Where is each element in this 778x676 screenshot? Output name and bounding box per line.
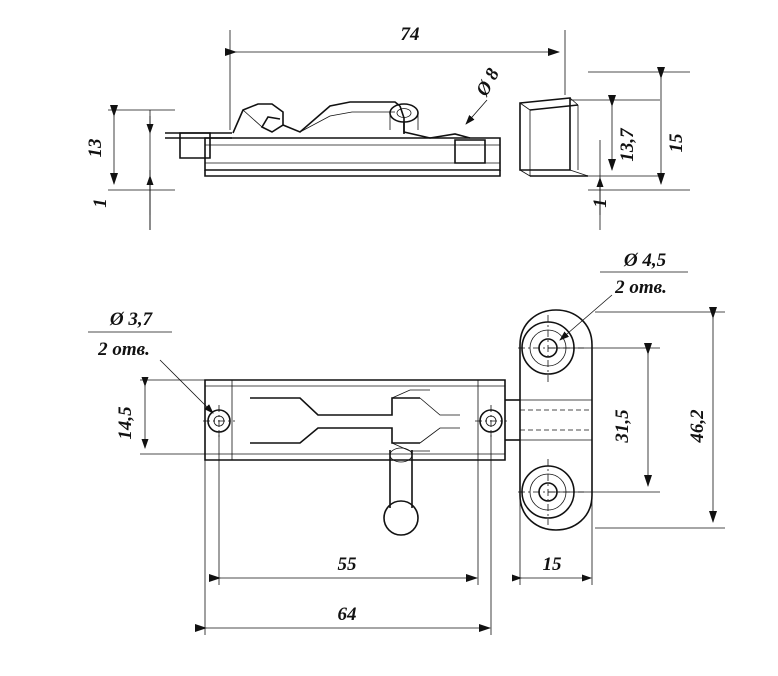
- dim-55: 55: [337, 554, 357, 575]
- bottom-view-geometry: [203, 310, 592, 535]
- dim-46-2: 46,2: [687, 409, 708, 443]
- dim-1-left: 1: [90, 198, 111, 208]
- bottom-view-dimensions: [88, 272, 725, 635]
- dim-13: 13: [85, 138, 106, 158]
- dim-14-5: 14,5: [115, 406, 136, 440]
- bottom-view-dimension-labels: [97, 250, 708, 625]
- dim-dia-4-5: Ø 4,5: [623, 250, 667, 271]
- dim-1-right: 1: [590, 198, 611, 208]
- top-view-dimension-labels: [85, 24, 687, 208]
- dim-31-5: 31,5: [612, 409, 633, 443]
- dim-15-height: 15: [666, 133, 687, 153]
- dim-64: 64: [337, 604, 357, 625]
- dim-dia-3-7: Ø 3,7: [109, 309, 153, 330]
- dim-holes-2-right: 2 отв.: [615, 277, 667, 298]
- top-view-geometry: [165, 98, 588, 176]
- dim-13-7: 13,7: [617, 128, 638, 162]
- dim-15-width: 15: [542, 554, 562, 575]
- dim-dia-8: Ø 8: [472, 65, 504, 100]
- dim-74: 74: [400, 24, 420, 45]
- dim-holes-2-left: 2 отв.: [98, 339, 150, 360]
